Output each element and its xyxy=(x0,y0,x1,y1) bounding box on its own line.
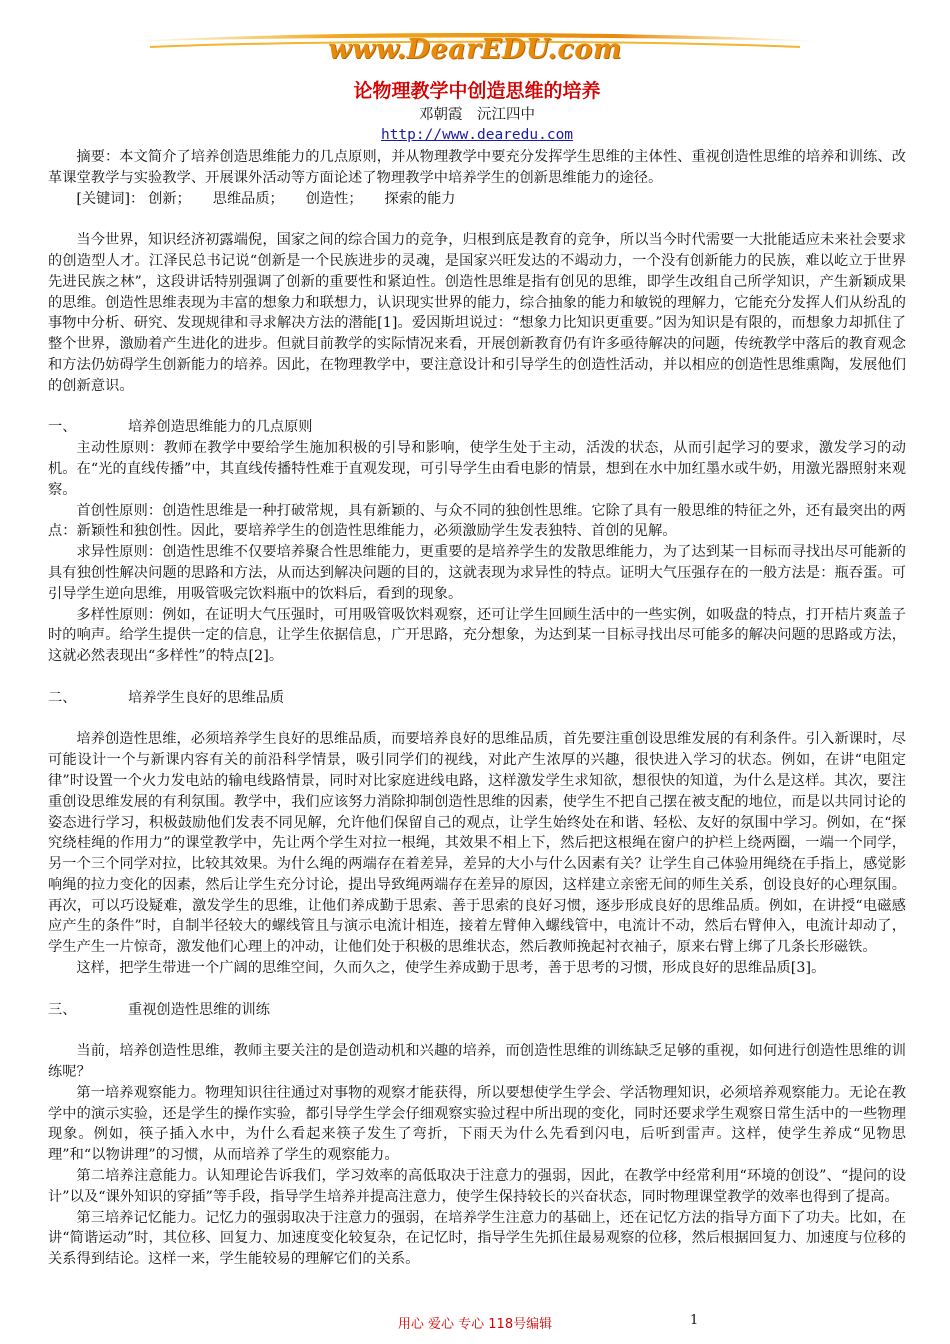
section-heading xyxy=(48,688,906,709)
article xyxy=(48,78,906,1270)
source-link[interactable]: http://www.dearedu.com xyxy=(380,127,574,143)
section-heading xyxy=(48,1000,906,1021)
article-title: 论物理教学中创造思维的培养 xyxy=(353,80,601,102)
paragraph: 第二培养注意能力。认知理论告诉我们，学习效率的高低取决于注意力的强弱，因此，在教学中经常利用“环境的创设”、“提问的设计”以及“课外知识的穿插”等手段，指导学生培养并提高注意力，使学生保持较长的兴奋状态，同时物理课堂教学的效率也得到了提高。 xyxy=(48,1168,906,1205)
page-footer xyxy=(0,1313,950,1333)
section-number: 三、 xyxy=(48,1001,77,1018)
keyword-item: 思维品质； xyxy=(212,190,284,207)
paragraph: 第一培养观察能力。物理知识往往通过对事物的观察才能获得，所以要想使学生学会、学活物理知识，必须培养观察能力。无论在教学中的演示实验，还是学生的操作实验，都引导学生学会仔细观察实验过程中所出现的变化，同时还要求学生观察日常生活中的一些物理现象。例如，筷子插入水中，为什么看起来筷子发生了弯折，下雨天为什么先看到闪电，后听到雷声。这样，使学生养成“见物思理”和“以物讲理”的习惯，从而培养了学生的观察能力。 xyxy=(48,1084,906,1164)
section-heading xyxy=(48,417,906,438)
section-title: 培养学生良好的思维品质 xyxy=(128,689,285,706)
source-url xyxy=(48,126,906,145)
intro-paragraph: 当今世界，知识经济初露端倪，国家之间的综合国力的竞争，归根到底是教育的竞争，所以当今时代需要一大批能适应未来社会要求的创造型人才。江泽民总书记说“创新是一个民族进步的灵魂，是国家兴旺发达的不竭动力，一个没有创新能力的民族，难以屹立于世界先进民族之林”，这段讲话特别强调了创新的重要性和紧迫性。创造性思维是指有创见的思维，即学生改组自己所学知识，产生新颖成果的思维。创造性思维表现为丰富的想象力和联想力，认识现实世界的能力，综合抽象的能力和敏锐的理解力，它能充分发挥人们从纷乱的事物中分析、研究、发现规律和寻求解决方法的潜能[1]。爱因斯坦说过：“想象力比知识更重要。”因为知识是有限的，而想象力却抓住了整个世界，激励着产生进化的进步。但就目前教学的实际情况来看，开展创新教育仍有许多亟待解决的问题，传统教学中落后的教育观念和方法仍妨碍学生创新能力的培养。因此，在物理教学中，要注意设计和引导学生的创造性活动，并以相应的创造性思维熏陶，发展他们的创新意识。 xyxy=(48,232,906,394)
article-author: 邓朝霞 沅江四中 xyxy=(419,107,535,123)
keyword-item: 创新； xyxy=(148,190,191,207)
paragraph: 培养创造性思维，必须培养学生良好的思维品质，而要培养良好的思维品质，首先要注重创设思维发展的有利条件。引入新课时，尽可能设计一个与新课内容有关的前沿科学情景，吸引同学们的视线，对此产生浓厚的兴趣，很快进入学习的状态。例如，在讲“电阻定律”时设置一个火力发电站的输电线路情景，同时对比家庭进线电路，这样激发学生求知欲，想很快的知道，为什么是这样。其次，要注重创设思维发展的有利氛围。教学中，我们应该努力消除抑制创造性思维的因素，使学生不把自己摆在被支配的地位，而是以共同讨论的姿态进行学习，积极鼓励他们发表不同见解，允许他们保留自己的观点，让学生始终处在和谐、轻松、友好的氛围中学习。例如，在“探究绕桂绳的作用力”的课堂教学中，先让两个学生对拉一根绳，其效果不相上下，然后把这根绳在窗户的护栏上绕两圈，一端一个同学，另一个三个同学对拉，比较其效果。为什么绳的两端存在着差异，差异的大小与什么因素有关？让学生自己体验用绳绕在手指上，感觉影响绳的拉力变化的因素，然后让学生充分讨论，提出导致绳两端存在差异的原因，这样建立亲密无间的师生关系，创设良好的心理氛围。再次，可以巧设疑难，激发学生的思维，让他们养成勤于思索、善于思索的良好习惯，逐步形成良好的思维品质。例如，在讲授“电磁感应产生的条件”时，自制半径较大的螺线管且与演示电流计相连，接着左臂伸入螺线管中，电流计不动，然后右臂伸入，电流计却动了，学生产生一片惊奇，激发他们心理上的冲动，让他们处于积极的思维状态，然后教师挽起衬衣袖子，原来右臂上绑了几条长形磁铁。 xyxy=(48,731,906,956)
page-number: 1 xyxy=(690,1313,699,1328)
keywords-label: [关键词]： xyxy=(76,190,145,207)
section-number: 一、 xyxy=(48,419,77,436)
paragraph: 第三培养记忆能力。记忆力的强弱取决于注意力的强弱，在培养学生注意力的基础上，还在记忆方法的指导方面下了功夫。比如，在讲“简谐运动”时，其位移、回复力、加速度变化较复杂，在记忆时，指导学生先抓住最易观察的位移，然后根据回复力、加速度与位移的关系得到结论。这样一来，学生能较易的理解它们的关系。 xyxy=(48,1209,906,1268)
paragraph: 多样性原则：例如，在证明大气压强时，可用吸管吸饮料观察，还可让学生回顾生活中的一些实例，如吸盘的特点，打开桔片爽盖子时的响声。给学生提供一定的信息，让学生依据信息，广开思路，充分想象，为达到某一目标寻找出尽可能多的解决问题的思路或方法，这就必然表现出“多样性”的特点[2]。 xyxy=(48,606,906,665)
keywords xyxy=(48,189,906,210)
keyword-item: 探索的能力 xyxy=(384,190,456,207)
abstract: 摘要：本文简介了培养创造思维能力的几点原则，并从物理教学中要充分发挥学生思维的主体性、重视创造性思维的培养和训练、改革课堂教学与实验教学、开展课外活动等方面论述了物理教学中培养学生的创新思维能力的途径。 xyxy=(48,149,906,186)
section-title: 重视创造性思维的训练 xyxy=(128,1001,270,1018)
keyword-item: 创造性； xyxy=(305,190,363,207)
section-title: 培养创造思维能力的几点原则 xyxy=(128,419,313,436)
paragraph: 首创性原则：创造性思维是一种打破常规，具有新颖的、与众不同的独创性思维。它除了具有一般思维的特征之外，还有最突出的两点：新颖性和独创性。因此，要培养学生的创造性思维能力，必须激励学生发表独特、首创的见解。 xyxy=(48,502,906,540)
section-number: 二、 xyxy=(48,689,77,706)
paragraph: 求异性原则：创造性思维不仅要培养聚合性思维能力，更重要的是培养学生的发散思维能力，为了达到某一目标而寻找出尽可能新的具有独创性解决问题的思路和方法，从而达到解决问题的目的，这就表现为求异性的特点。证明大气压强存在的一般方法是：瓶吞蛋。可引导学生逆向思维，用吸管吸完饮料瓶中的饮料后，看到的现象。 xyxy=(48,544,906,602)
banner-site-name: www.DearEDU.com xyxy=(328,34,622,65)
paragraph: 这样，把学生带进一个广阔的思维空间，久而久之，使学生养成勤于思考，善于思考的习惯，形成良好的思维品质[3]。 xyxy=(76,960,826,977)
paragraph: 当前，培养创造性思维，教师主要关注的是创造动机和兴趣的培养，而创造性思维的训练缺乏足够的重视，如何进行创造性思维的训练呢？ xyxy=(48,1043,906,1081)
footer-note: 用心 爱心 专心 118号编辑 xyxy=(397,1317,553,1332)
site-banner xyxy=(0,0,950,80)
paragraph: 主动性原则：教师在教学中要给学生施加积极的引导和影响，使学生处于主动，活泼的状态，从而引起学习的要求，激发学习的动机。在“光的直线传播”中，其直线传播特性难于直观发现，可引导学生由看电影的情景，想到在水中加红墨水或牛奶，用激光器照射来观察。 xyxy=(48,440,906,498)
